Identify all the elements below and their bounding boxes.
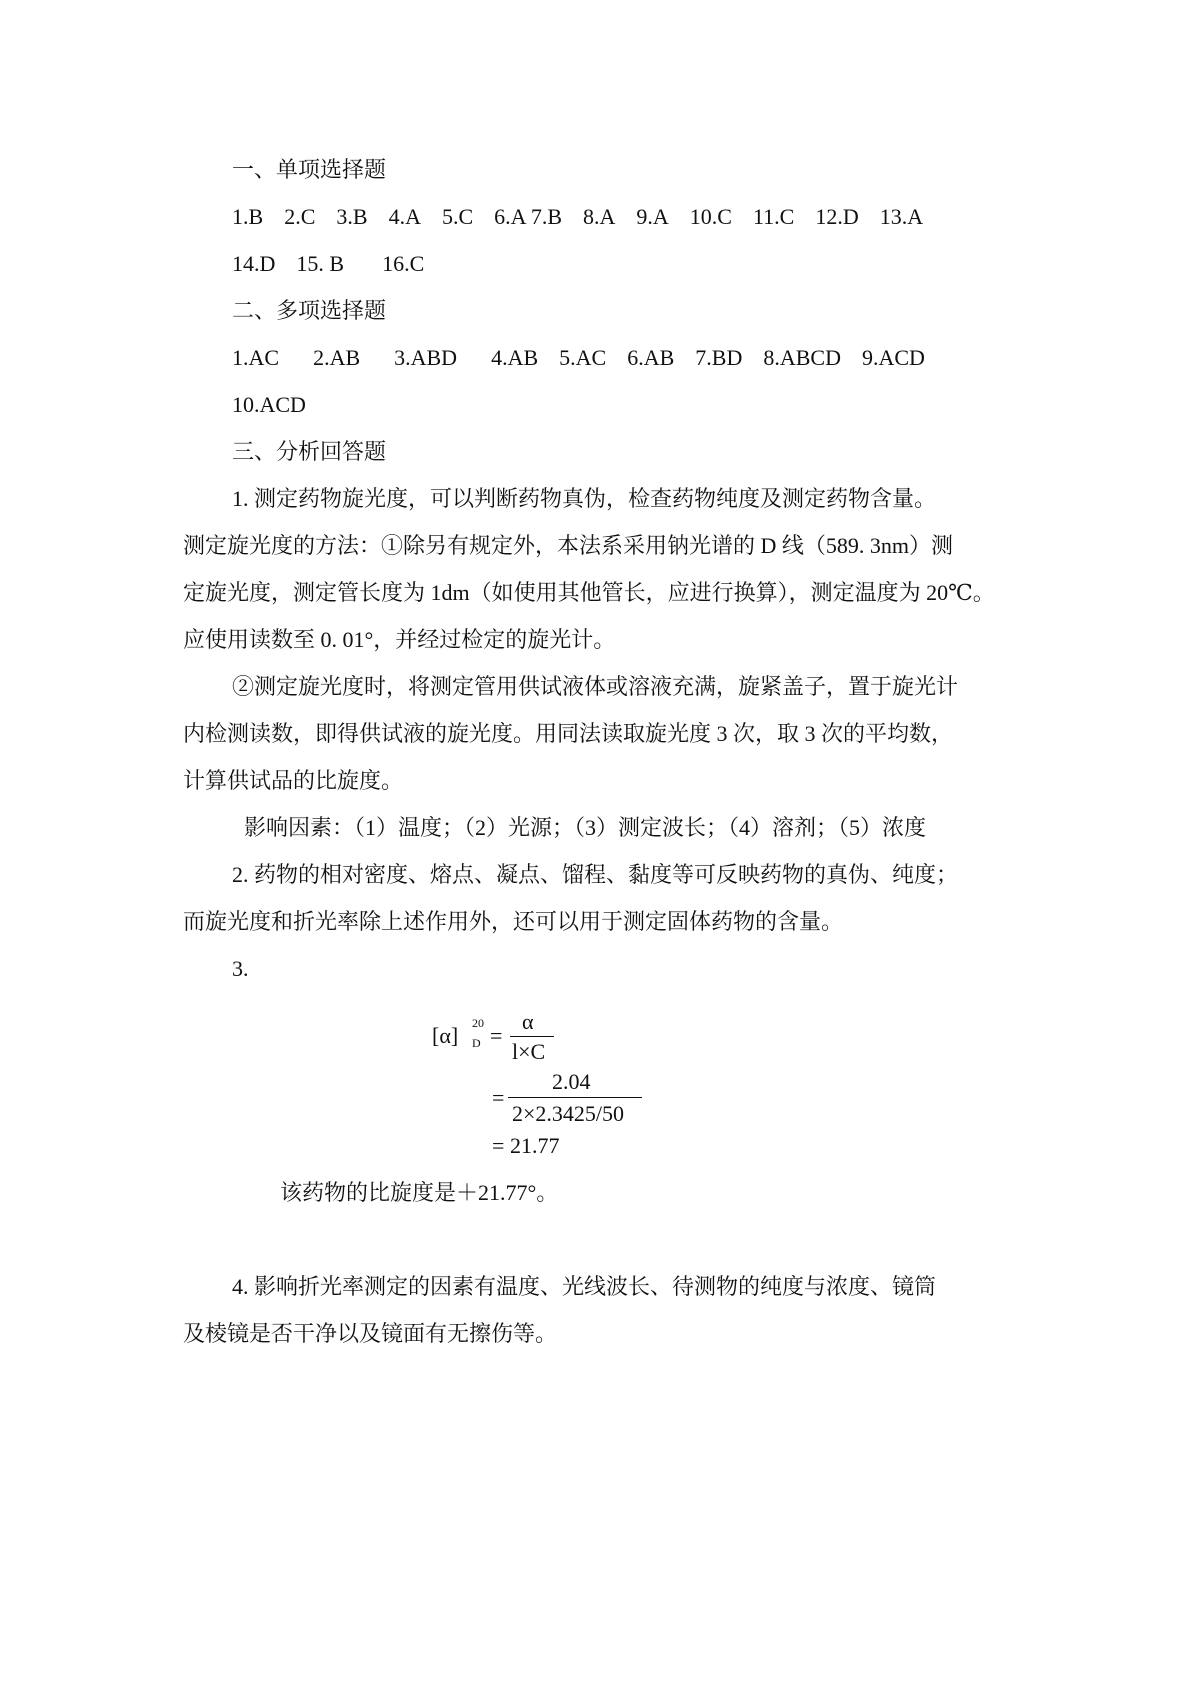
q1-line2: 测定旋光度的方法：①除另有规定外，本法系采用钠光谱的 D 线（589. 3nm）测 — [183, 533, 954, 558]
fraction-bar — [510, 1036, 554, 1037]
formula-result: 21.77 — [510, 1133, 560, 1158]
answer: 1.AC — [232, 345, 280, 370]
answer: 12.D — [815, 204, 859, 229]
multiple-choice-answers-row2: 10.ACD — [232, 392, 306, 417]
q1-line1: 1. 测定药物旋光度，可以判断药物真伪，检查药物纯度及测定药物含量。 — [232, 486, 937, 511]
answer: 8.A — [583, 204, 616, 229]
answer: 16.C — [382, 251, 425, 276]
answer: 3.ABD — [394, 345, 458, 370]
answer: 1.B — [232, 204, 264, 229]
answer: 2.C — [284, 204, 316, 229]
answer: 2.AB — [313, 345, 361, 370]
q1-p2-line1: ②测定旋光度时，将测定管用供试液体或溶液充满，旋紧盖子，置于旋光计 — [232, 674, 959, 699]
answer: 9.ACD — [861, 345, 925, 370]
q4-line1: 4. 影响折光率测定的因素有温度、光线波长、待测物的纯度与浓度、镜筒 — [232, 1274, 937, 1299]
formula-eq1: = — [490, 1023, 503, 1048]
answer: 6.A 7.B — [494, 204, 562, 229]
answer: 10.C — [689, 204, 732, 229]
specific-rotation-formula — [432, 1000, 692, 1170]
formula-sup: 20 — [472, 1016, 484, 1030]
answer: 14.D — [232, 251, 276, 276]
q2-line2: 而旋光度和折光率除上述作用外，还可以用于测定固体药物的含量。 — [183, 909, 844, 934]
q1-factors: 影响因素：（1）温度；（2）光源；（3）测定波长；（4）溶剂；（5）浓度 — [244, 815, 927, 840]
formula-lhs: [α] — [432, 1023, 459, 1048]
q3-conclusion: 该药物的比旋度是＋21.77°。 — [280, 1180, 559, 1205]
answer: 15. B — [296, 251, 345, 276]
single-choice-answers-row2 — [232, 249, 424, 279]
answer: 6.AB — [627, 345, 675, 370]
q1-p2-line3: 计算供试品的比旋度。 — [183, 768, 404, 793]
answer: 8.ABCD — [763, 345, 841, 370]
answer: 7.BD — [695, 345, 743, 370]
answer: 9.A — [636, 204, 669, 229]
q2-line1: 2. 药物的相对密度、熔点、凝点、馏程、黏度等可反映药物的真伪、纯度； — [232, 862, 959, 887]
answer: 4.A — [388, 204, 421, 229]
formula-num1: α — [522, 1009, 534, 1034]
answer: 13.A — [879, 204, 924, 229]
formula-den1: l×C — [512, 1039, 546, 1064]
fraction-bar — [508, 1097, 642, 1098]
formula-eq2: = — [492, 1085, 505, 1110]
heading-analysis: 三、分析回答题 — [232, 439, 387, 464]
answer: 3.B — [336, 204, 368, 229]
q1-p2-line2: 内检测读数，即得供试液的旋光度。用同法读取旋光度 3 次，取 3 次的平均数， — [183, 721, 954, 746]
answer: 4.AB — [491, 345, 539, 370]
q4-line2: 及棱镜是否干净以及镜面有无擦伤等。 — [183, 1321, 558, 1346]
formula-sub: D — [472, 1036, 481, 1050]
heading-multiple-choice: 二、多项选择题 — [232, 298, 387, 323]
formula-den2: 2×2.3425/50 — [512, 1101, 625, 1126]
answer: 5.C — [441, 204, 474, 229]
answer: 11.C — [752, 204, 795, 229]
formula-num2: 2.04 — [552, 1069, 591, 1094]
answer: 5.AC — [559, 345, 607, 370]
formula-eq3: = — [492, 1133, 505, 1158]
single-choice-answers-row1 — [232, 202, 923, 232]
heading-single-choice: 一、单项选择题 — [232, 157, 387, 182]
q3-label: 3. — [232, 956, 249, 981]
multiple-choice-answers-row1 — [232, 343, 925, 373]
q1-line4: 应使用读数至 0. 01°，并经过检定的旋光计。 — [183, 627, 616, 652]
q1-line3: 定旋光度，测定管长度为 1dm（如使用其他管长，应进行换算），测定温度为 20℃。 — [183, 580, 995, 605]
